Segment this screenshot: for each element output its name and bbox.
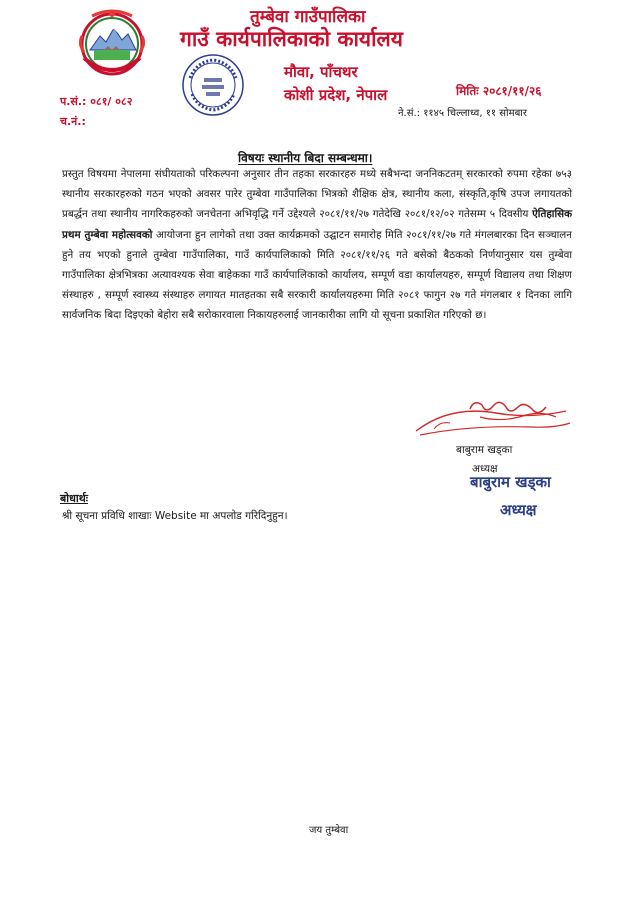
nepal-sambat-date: ने.सं.: ११४५ चिल्लाध्व, ११ सोमबार	[398, 108, 527, 119]
notice-body	[62, 164, 572, 326]
body-text-part-1: प्रस्तुत विषयमा नेपालमा संघीयताको परिकल्पना अनुसार तीन तहका सरकारहरु मध्ये सबैभन्दा जननिकटतम् सरकारको रुपमा रहेका ७५३ स्थानीय सरकारहरुको गठन भएको अवसर पारेर तुम्बेवा गाउँपालिका भित्रको शैक्षिक क्षेत्र, स्थानीय कला, संस्कृति,कृषि उपज लगायतको प्रबर्द्धन तथा स्थानीय नागरिकहरुको जनचेतना अभिवृद्धि गर्ने उद्देश्यले २०८१/११/२७ गतेदेखि २०८१/१२/०२ गतेसम्म ५ दिवसीय	[62, 168, 572, 221]
signatory-name: बाबुराम खड्का	[456, 444, 513, 456]
office-province: कोशी प्रदेश, नेपाल	[284, 86, 388, 104]
reference-number: प.सं.: ०८१/ ०८२	[60, 95, 133, 108]
name-seal	[470, 472, 584, 526]
seal-name: बाबुराम खड्का	[470, 473, 551, 491]
dispatch-number: च.नं.:	[60, 115, 86, 128]
government-emblem-icon	[74, 6, 150, 78]
office-stamp-icon	[180, 52, 246, 118]
footer-slogan: जय तुम्बेवा	[309, 825, 349, 836]
municipality-name: तुम्बेवा गाउँपालिका	[250, 7, 366, 27]
seal-title: अध्यक्ष	[500, 501, 537, 519]
cc-line: श्री सूचना प्रविधि शाखाः Website मा अपलोड गरिदिनुहुन।	[62, 510, 288, 522]
subject-line: विषयः स्थानीय बिदा सम्बन्धमा।	[238, 151, 373, 165]
body-text-highlight: ऐतिहासिक प्रथम तुम्बेवा महोत्सवको	[62, 208, 572, 241]
letter-date: मितिः २०८१/११/२६	[456, 84, 542, 98]
signature-icon	[410, 395, 574, 449]
body-text-part-2: आयोजना हुन लागेको तथा उक्त कार्यक्रमको उद्घाटन समारोह मिति २०८१/११/२७ गते मंगलबारका दिन सञ्चालन हुने तय भएको हुनाले तुम्बेवा गाउँपालिका, गाउँ कार्यपालिकाको मिति २०८१/११/२६ गते बसेको बैठकको निर्णयानुसार यस तुम्बेवा गाउँपालिका क्षेत्रभित्रका अत्यावश्यक सेवा बाहेकका गाउँ कार्यपालिकाको कार्यालय, सम्पूर्ण वडा कार्यालयहरु, सम्पूर्ण विद्यालय तथा शिक्षण संस्थाहरु , सम्पूर्ण स्वास्थ्य संस्थाहरु लगायत मातहतका सबै सरकारी कार्यालयहरुमा मिति २०८१ फागुन २७ गते मंगलबार १ दिनका लागि सार्वजनिक बिदा दिइएको बेहोरा सबै सरोकारवाला निकायहरुलाई जानकारीका लागि यो सूचना प्रकाशित गरिएको छ।	[62, 228, 573, 322]
signatory-title: अध्यक्ष	[472, 463, 498, 475]
office-name: गाउँ कार्यपालिकाको कार्यालय	[180, 27, 403, 51]
cc-heading: बोधार्थः	[60, 492, 88, 505]
office-place: मौवा, पाँचथर	[284, 63, 358, 81]
